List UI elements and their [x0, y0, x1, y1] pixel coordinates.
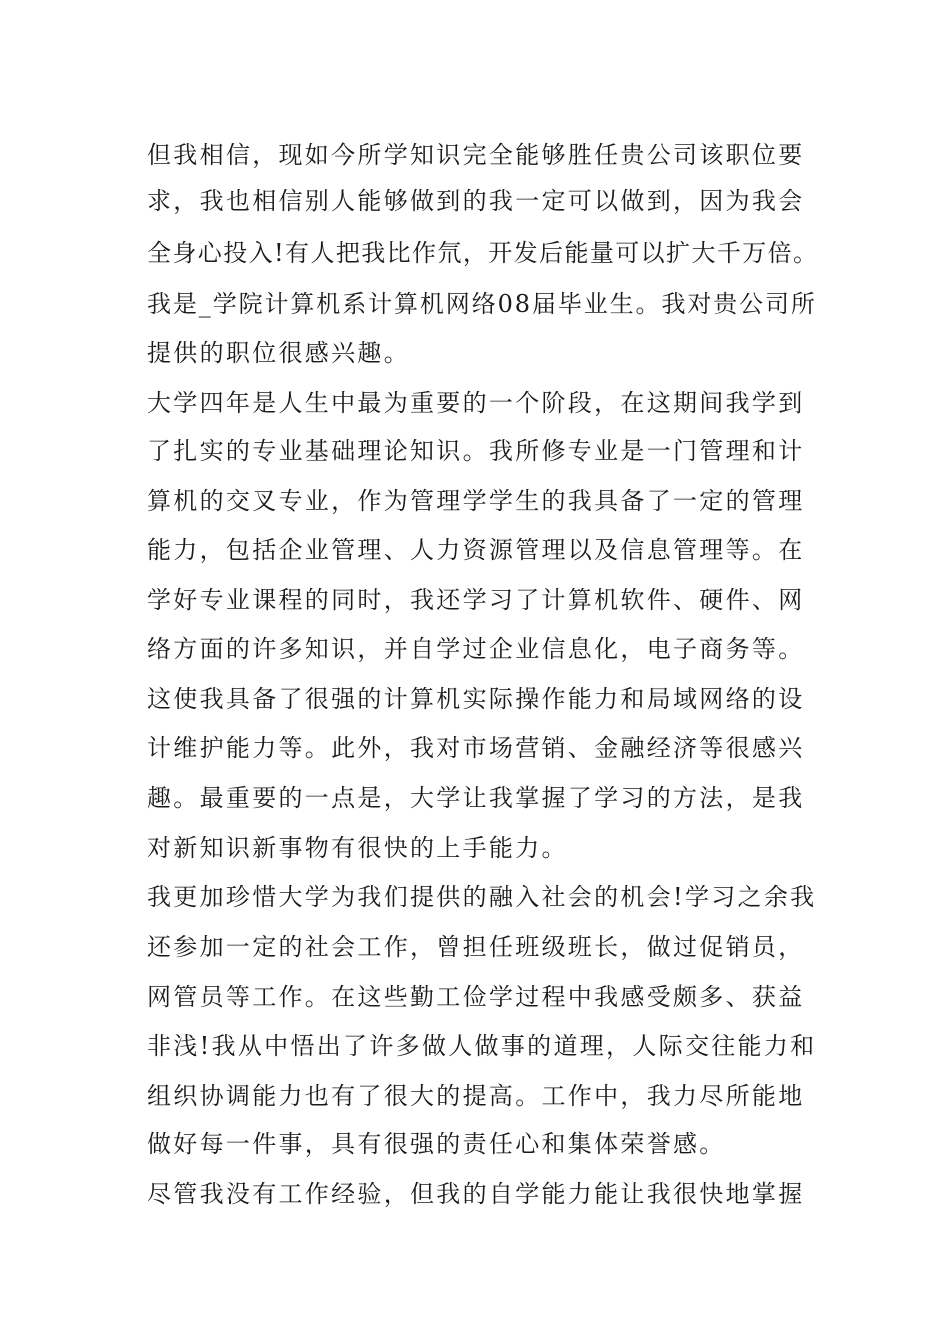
text-line: 我更加珍惜大学为我们提供的融入社会的机会!学习之余我 [147, 883, 817, 911]
text-line: 大学四年是人生中最为重要的一个阶段，在这期间我学到 [147, 389, 805, 417]
text-line: 非浅!我从中悟出了许多做人做事的道理，人际交往能力和 [147, 1032, 817, 1060]
text-line: 学好专业课程的同时，我还学习了计算机软件、硬件、网 [147, 586, 805, 614]
text-line: 络方面的许多知识，并自学过企业信息化，电子商务等。 [147, 635, 805, 663]
text-line: 对新知识新事物有很快的上手能力。 [147, 834, 568, 862]
text-line: 网管员等工作。在这些勤工俭学过程中我感受颇多、获益 [147, 983, 805, 1011]
text-line: 了扎实的专业基础理论知识。我所修专业是一门管理和计 [147, 437, 805, 465]
text-line: 算机的交叉专业，作为管理学学生的我具备了一定的管理 [147, 487, 805, 515]
text-line: 尽管我没有工作经验，但我的自学能力能让我很快地掌握 [147, 1180, 805, 1208]
text-line: 趣。最重要的一点是，大学让我掌握了学习的方法，是我 [147, 784, 805, 812]
text-line: 提供的职位很感兴趣。 [147, 339, 410, 367]
text-line: 这使我具备了很强的计算机实际操作能力和局域网络的设 [147, 685, 805, 713]
text-line: 全身心投入!有人把我比作氘，开发后能量可以扩大千万倍。 [147, 239, 819, 267]
text-line: 能力，包括企业管理、人力资源管理以及信息管理等。在 [147, 536, 805, 564]
text-line: 做好每一件事，具有很强的责任心和集体荣誉感。 [147, 1130, 726, 1158]
text-line: 求，我也相信别人能够做到的我一定可以做到，因为我会 [147, 187, 805, 215]
text-line: 计维护能力等。此外，我对市场营销、金融经济等很感兴 [147, 734, 805, 762]
text-line: 我是_学院计算机系计算机网络08届毕业生。我对贵公司所 [147, 290, 817, 318]
text-line: 组织协调能力也有了很大的提高。工作中，我力尽所能地 [147, 1082, 805, 1110]
text-line: 还参加一定的社会工作，曾担任班级班长，做过促销员， [147, 933, 805, 961]
text-line: 但我相信，现如今所学知识完全能够胜任贵公司该职位要 [147, 141, 805, 169]
